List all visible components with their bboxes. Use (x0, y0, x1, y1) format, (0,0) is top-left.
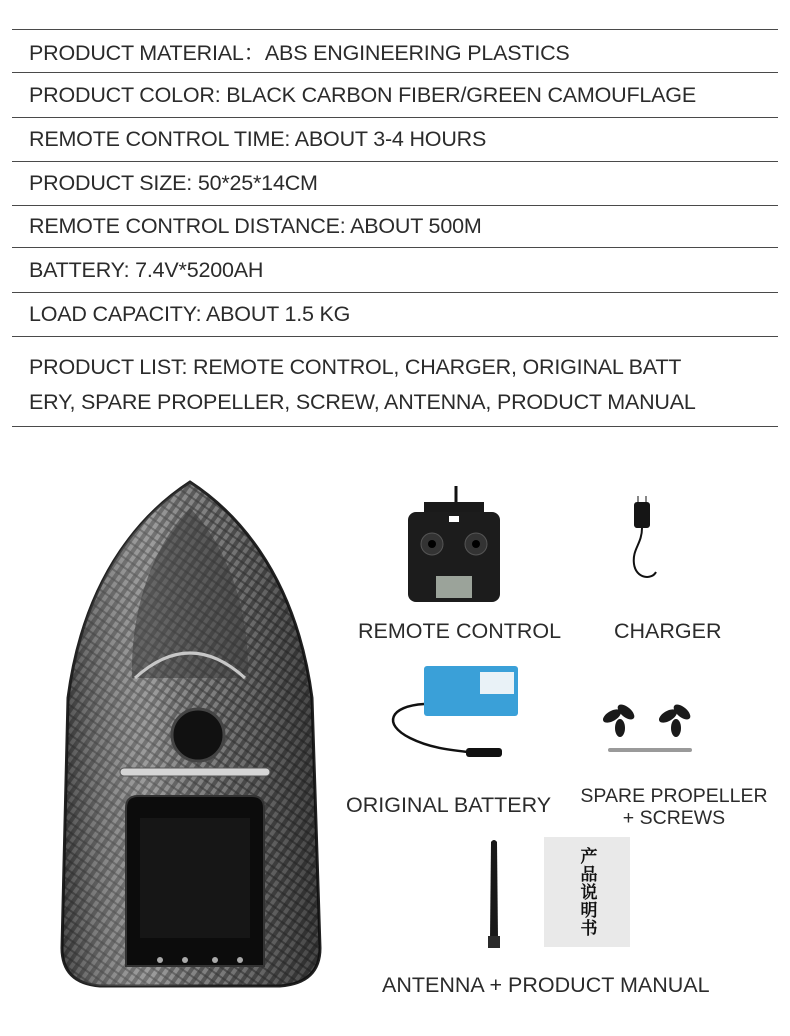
label-antenna-manual: ANTENNA + PRODUCT MANUAL (382, 973, 710, 997)
spec-battery: BATTERY: 7.4V*5200AH (29, 257, 264, 282)
propeller-image (598, 700, 698, 760)
spec-row (12, 117, 778, 161)
antenna-image (484, 838, 504, 950)
charger-image (624, 494, 664, 586)
spec-row (12, 292, 778, 336)
label-screws: + SCREWS (622, 807, 726, 829)
product-list-line-2: ERY, SPARE PROPELLER, SCREW, ANTENNA, PRODUCT MANUAL (29, 390, 696, 414)
label-spare-propeller: SPARE PROPELLER (580, 785, 768, 807)
spec-distance: REMOTE CONTROL DISTANCE: ABOUT 500M (29, 214, 482, 238)
spec-row (12, 29, 778, 72)
battery-image (380, 664, 520, 764)
spec-row (12, 72, 778, 117)
manual-cover-text: 产品说明书 (576, 847, 597, 937)
product-list-line-1: PRODUCT LIST: REMOTE CONTROL, CHARGER, ORIGINAL BATT (29, 355, 682, 379)
spec-time: REMOTE CONTROL TIME: ABOUT 3-4 HOURS (29, 127, 487, 151)
spec-load: LOAD CAPACITY: ABOUT 1.5 KG (29, 302, 351, 326)
bait-boat-image (40, 478, 340, 993)
spec-material: PRODUCT MATERIAL：ABS ENGINEERING PLASTICS (29, 40, 570, 65)
spec-row-product-list (12, 336, 778, 427)
spec-size: PRODUCT SIZE: 50*25*14CM (29, 171, 318, 195)
spec-table (12, 29, 778, 427)
label-original-battery: ORIGINAL BATTERY (346, 793, 552, 817)
spec-row (12, 161, 778, 205)
label-remote-control: REMOTE CONTROL (358, 619, 562, 643)
remote-control-image (404, 484, 504, 606)
spec-color: PRODUCT COLOR: BLACK CARBON FIBER/GREEN CAMOUFLAGE (29, 82, 696, 107)
spec-row (12, 247, 778, 292)
label-charger: CHARGER (614, 619, 722, 643)
spec-row (12, 205, 778, 247)
product-manual-image (544, 837, 630, 947)
